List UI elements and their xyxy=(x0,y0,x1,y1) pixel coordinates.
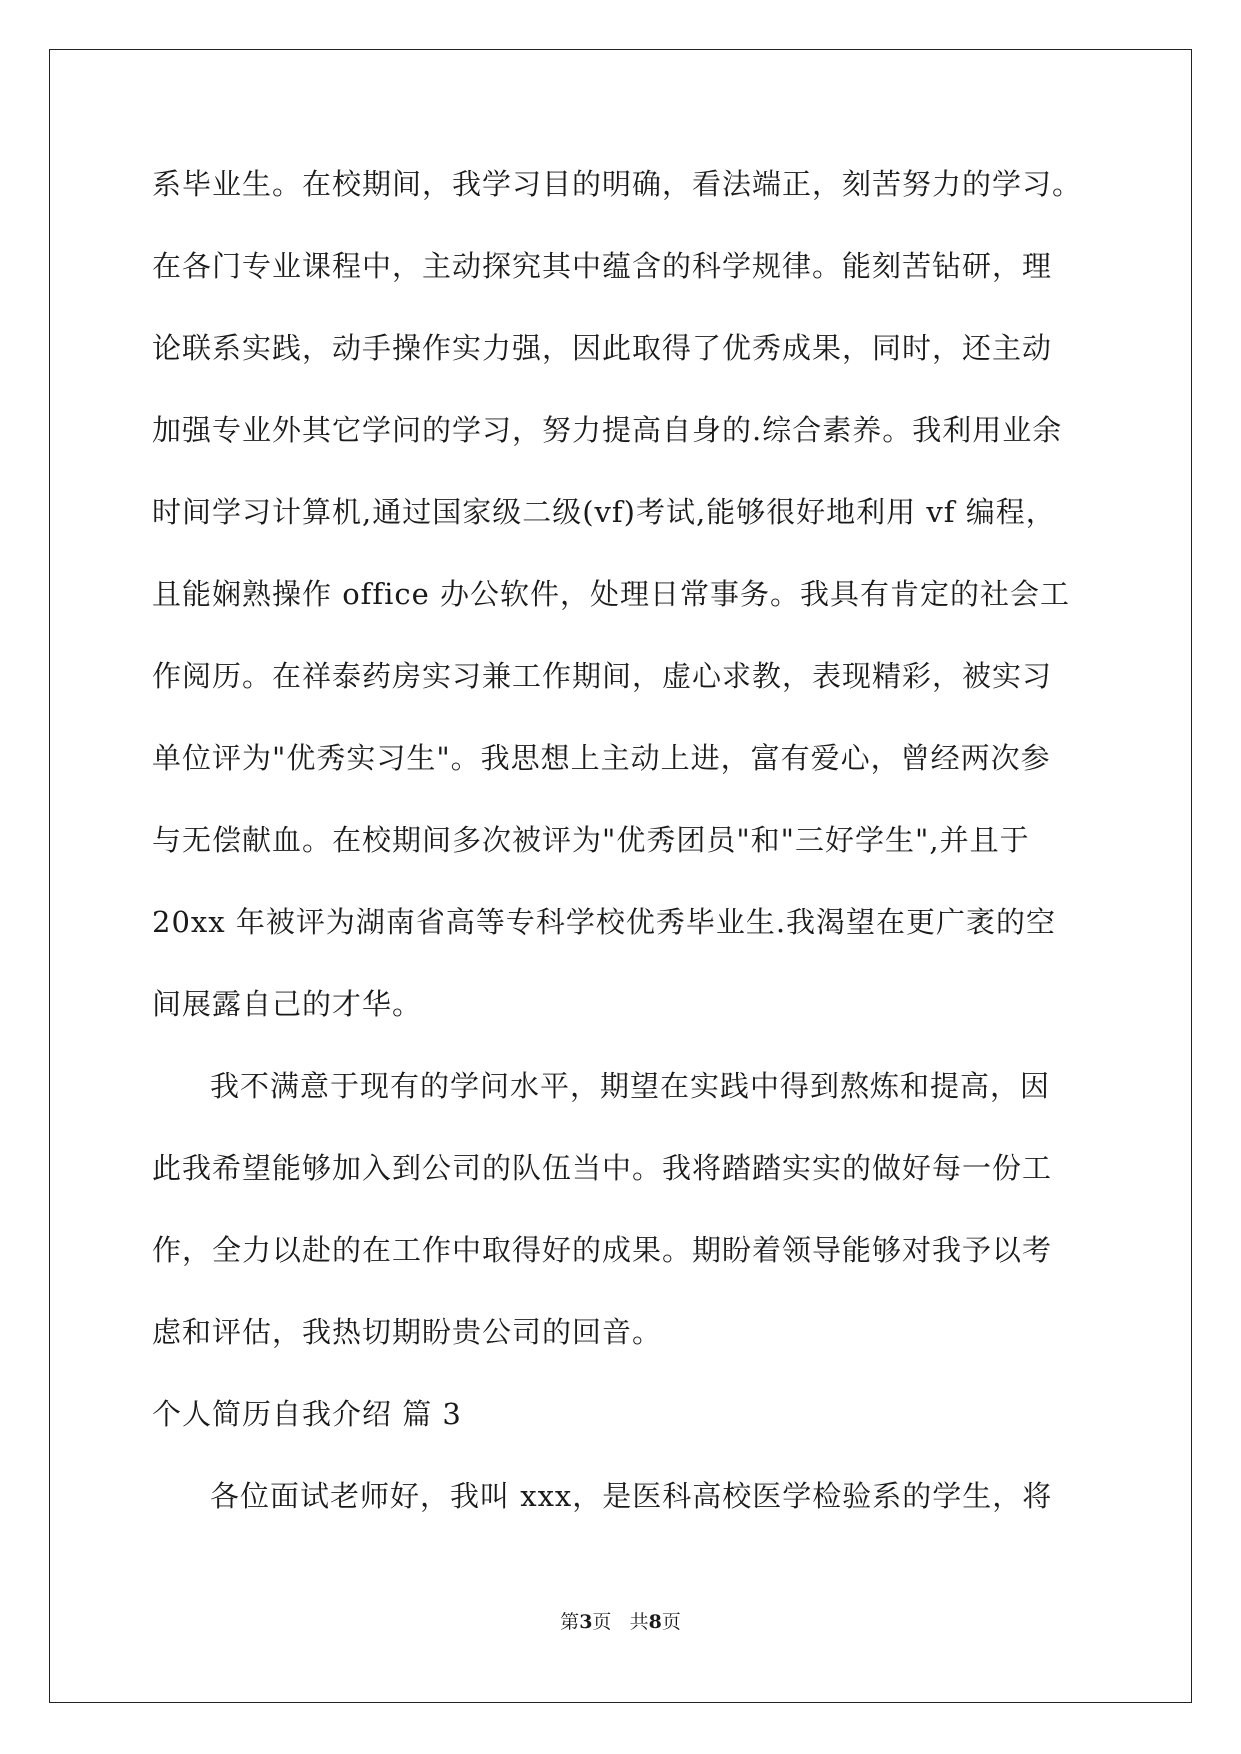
text-line: 在各门专业课程中，主动探究其中蕴含的科学规律。能刻苦钻研，理 xyxy=(152,249,1053,283)
text-line: 各位面试老师好，我叫 xxx，是医科高校医学检验系的学生，将 xyxy=(210,1479,1053,1513)
document-body xyxy=(152,160,1092,1554)
text-line: 单位评为"优秀实习生"。我思想上主动上进，富有爱心，曾经两次参 xyxy=(152,741,1051,775)
text-line: 系毕业生。在校期间，我学习目的明确，看法端正，刻苦努力的学习。 xyxy=(152,167,1083,201)
page-footer xyxy=(0,1610,1241,1634)
text-line: 论联系实践，动手操作实力强，因此取得了优秀成果，同时，还主动 xyxy=(152,331,1053,365)
page-prefix: 第 xyxy=(560,1611,580,1633)
text-line: 20xx 年被评为湖南省高等专科学校优秀毕业生.我渴望在更广袤的空 xyxy=(152,905,1057,939)
text-line: 个人简历自我介绍 篇 3 xyxy=(152,1397,462,1431)
text-line: 且能娴熟操作 office 办公软件，处理日常事务。我具有肯定的社会工 xyxy=(152,577,1071,611)
text-line: 间展露自己的才华。 xyxy=(152,987,423,1021)
text-line: 与无偿献血。在校期间多次被评为"优秀团员"和"三好学生",并且于 xyxy=(152,823,1030,857)
text-line: 时间学习计算机,通过国家级二级(vf)考试,能够很好地利用 vf 编程， xyxy=(152,495,1056,529)
text-line: 虑和评估，我热切期盼贵公司的回音。 xyxy=(152,1315,663,1349)
text-line: 作阅历。在祥泰药房实习兼工作期间，虚心求教，表现精彩，被实习 xyxy=(152,659,1053,693)
text-line: 作，全力以赴的在工作中取得好的成果。期盼着领导能够对我予以考 xyxy=(152,1233,1053,1267)
total-page-count: 8 xyxy=(648,1611,662,1633)
total-suffix: 页 xyxy=(661,1611,681,1633)
text-line: 我不满意于现有的学问水平，期望在实践中得到熬炼和提高，因 xyxy=(210,1069,1051,1103)
total-prefix: 共 xyxy=(629,1611,649,1633)
current-page-number: 3 xyxy=(579,1611,593,1633)
text-line: 此我希望能够加入到公司的队伍当中。我将踏踏实实的做好每一份工 xyxy=(152,1151,1053,1185)
text-line: 加强专业外其它学问的学习，努力提高自身的.综合素养。我利用业余 xyxy=(152,413,1063,447)
page-suffix: 页 xyxy=(592,1611,612,1633)
